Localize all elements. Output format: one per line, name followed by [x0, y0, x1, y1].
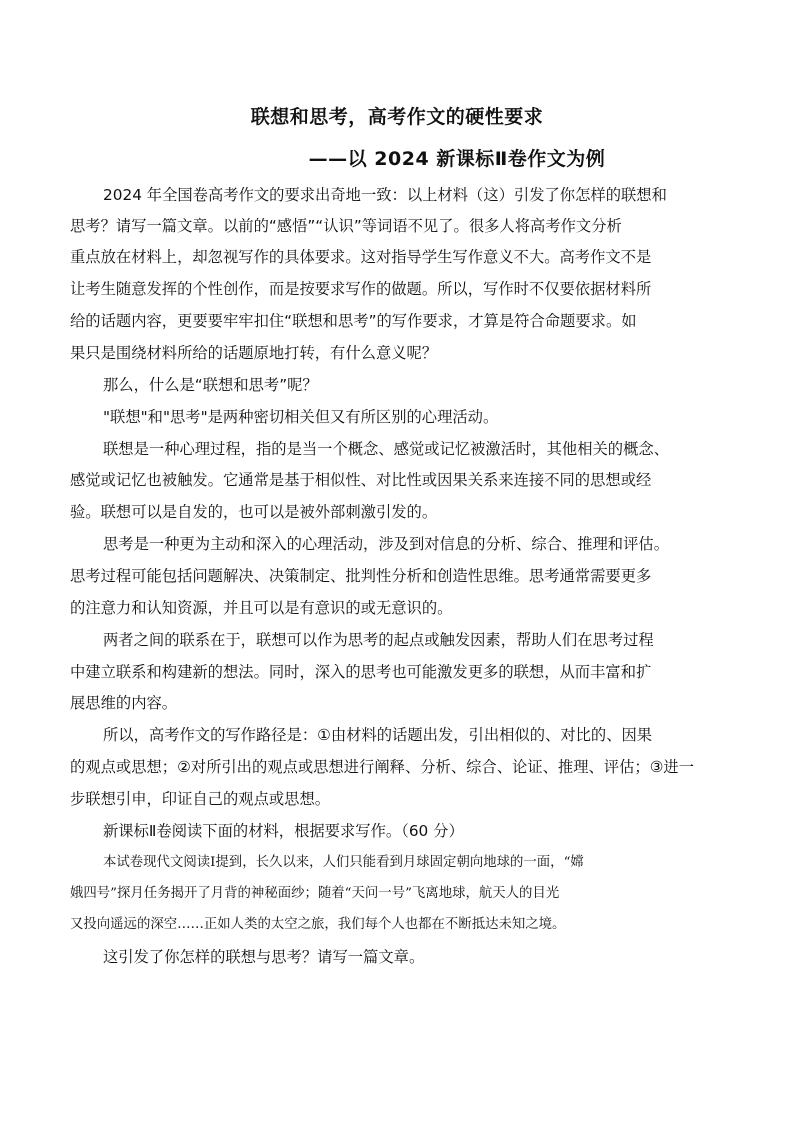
- paragraph-line: 那么，什么是“联想和思考”呢？: [103, 376, 318, 394]
- quote-line: 本试卷现代文阅读Ⅰ提到，长久以来，人们只能看到月球固定朝向地球的一面，“嫦: [103, 855, 584, 870]
- document-subtitle: ——以 2024 新课标Ⅱ卷作文为例: [308, 148, 606, 170]
- paragraph-line: 的注意力和认知资源，并且可以是有意识的或无意识的。: [70, 599, 453, 617]
- paragraph-line: 所以，高考作文的写作路径是：①由材料的话题出发，引出相似的、对比的、因果: [103, 726, 653, 744]
- quote-line: 娥四号”探月任务揭开了月背的神秘面纱；随着“天问一号”飞离地球，航天人的目光: [70, 886, 560, 901]
- paragraph-line: 两者之间的联系在于，联想可以作为思考的起点或触发因素，帮助人们在思考过程: [103, 631, 654, 649]
- paragraph-line: 中建立联系和构建新的想法。同时，深入的思考也可能激发更多的联想，从而丰富和扩: [70, 663, 652, 681]
- paragraph-line: 给的话题内容，更要要牢牢扣住“联想和思考”的写作要求，才算是符合命题要求。如: [70, 312, 637, 330]
- paragraph-line: 步联想引申，印证自己的观点或思想。: [70, 790, 331, 808]
- paragraph-line: "联想"和"思考"是两种密切相关但又有所区别的心理活动。: [103, 408, 499, 426]
- paragraph-line: 让考生随意发挥的个性创作，而是按要求写作的做题。所以，写作时不仅要依据材料所: [70, 280, 652, 298]
- paragraph-line: 新课标Ⅱ卷阅读下面的材料，根据要求写作。（60 分）: [103, 822, 464, 840]
- paragraph-line: 思考是一种更为主动和深入的心理活动，涉及到对信息的分析、综合、推理和评估。: [103, 535, 669, 553]
- paragraph-line: 感觉或记忆也被触发。它通常是基于相似性、对比性或因果关系来连接不同的思想或经: [70, 471, 652, 489]
- paragraph-line: 验。联想可以是自发的，也可以是被外部刺激引发的。: [70, 503, 438, 521]
- paragraph-line: 展思维的内容。: [70, 694, 178, 712]
- paragraph-line: 2024 年全国卷高考作文的要求出奇地一致：以上材料（这）引发了你怎样的联想和: [103, 186, 667, 204]
- paragraph-line: 这引发了你怎样的联想与思考？请写一篇文章。: [103, 948, 425, 966]
- quote-line: 又投向遥远的深空……正如人类的太空之旅，我们每个人也都在不断抵达未知之境。: [70, 917, 566, 932]
- paragraph-line: 的观点或思想；②对所引出的观点或思想进行阐释、分析、综合、论证、推理、评估；③进一: [70, 758, 695, 776]
- paragraph-line: 重点放在材料上，却忽视写作的具体要求。这对指导学生写作意义不大。高考作文不是: [70, 248, 652, 266]
- paragraph-line: 思考过程可能包括问题解决、决策制定、批判性分析和创造性思维。思考通常需要更多: [70, 567, 652, 585]
- paragraph-line: 果只是围绕材料所给的话题原地打转，有什么意义呢？: [70, 344, 438, 362]
- paragraph-line: 联想是一种心理过程，指的是当一个概念、感觉或记忆被激活时，其他相关的概念、: [103, 440, 669, 458]
- document-title: 联想和思考，高考作文的硬性要求: [250, 106, 544, 128]
- paragraph-line: 思考？请写一篇文章。以前的“感悟”“认识”等词语不见了。很多人将高考作文分析: [70, 217, 622, 235]
